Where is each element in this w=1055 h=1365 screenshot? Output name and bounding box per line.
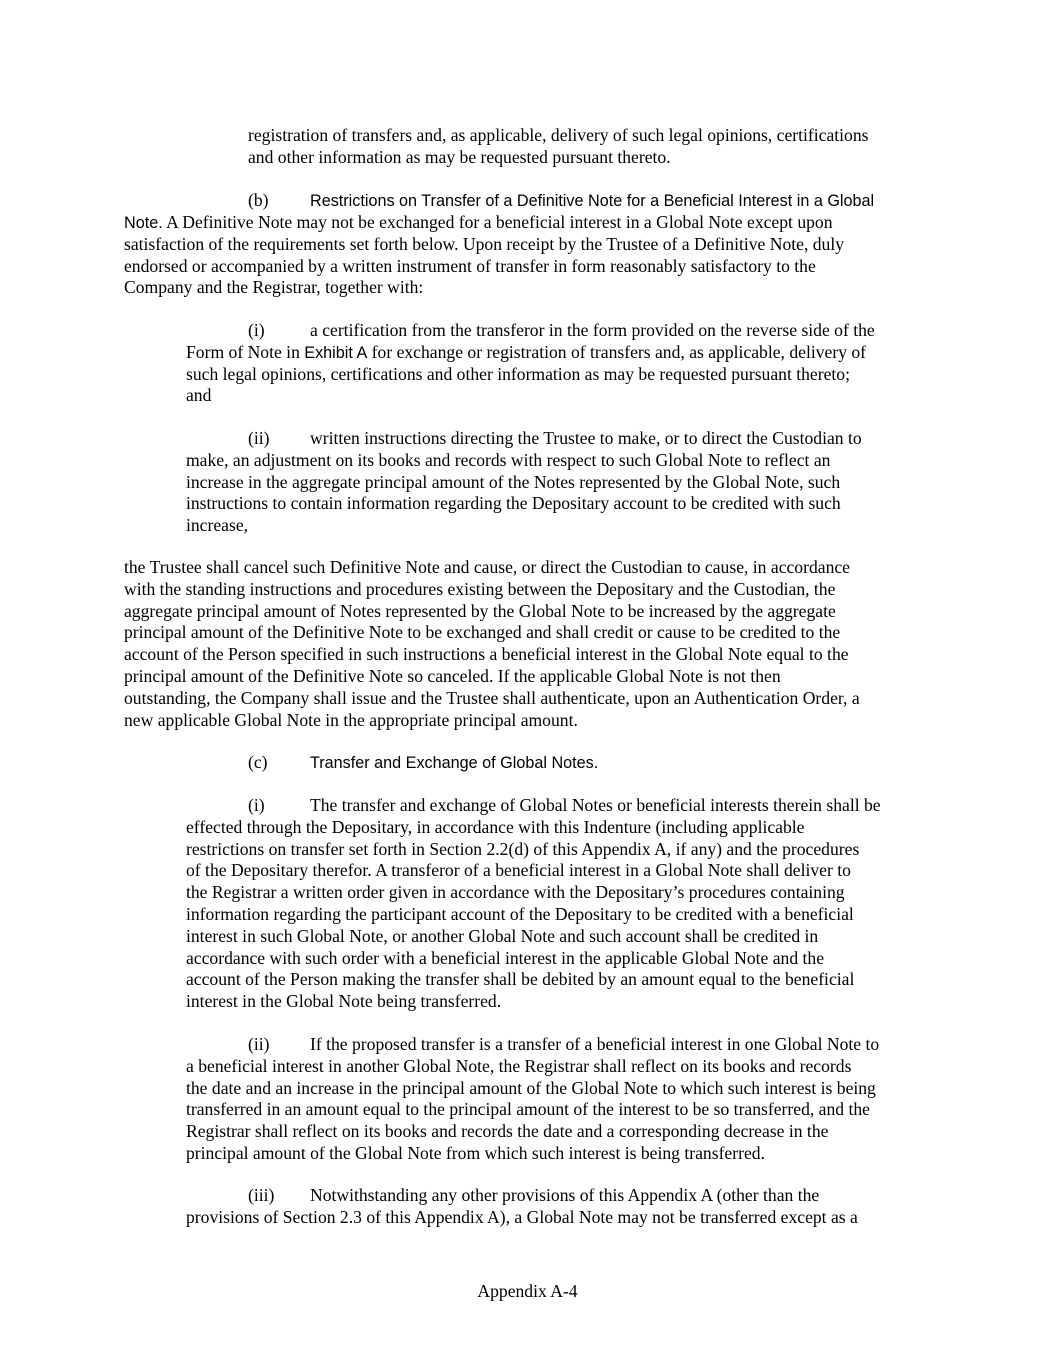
section-c-item-i-line <box>186 969 1035 991</box>
section-b-body-line <box>124 256 1035 278</box>
section-b-item-i-line <box>248 320 1028 342</box>
text-run: Form of Note in <box>186 341 305 362</box>
section-b-closing-line <box>124 688 1035 710</box>
item-ii-label: (ii) <box>248 428 270 448</box>
section-c-heading: Transfer and Exchange of Global Notes. <box>310 754 599 772</box>
item-iii-label: (iii) <box>248 1185 275 1205</box>
section-b-item-i-line <box>186 385 1035 407</box>
section-c-item-ii-line <box>186 1056 1035 1078</box>
text-run: information regarding the participant account of the Depositary to be credited with a beneficial <box>186 904 854 924</box>
text-run: aggregate principal amount of Notes represented by the Global Note to be increased by the aggregate <box>124 600 836 621</box>
text-run: for exchange or registration of transfers and, as applicable, delivery of <box>367 341 867 362</box>
text-run: the Trustee shall cancel such Definitive Note and cause, or direct the Custodian to cause, in accordance <box>124 557 850 577</box>
text-run: written instructions directing the Trustee to make, or to direct the Custodian to <box>310 428 862 448</box>
text-run: effected through the Depositary, in accordance with this Indenture (including applicable <box>186 816 805 837</box>
section-b-closing-line <box>124 601 1035 623</box>
text-run: with the standing instructions and procedures existing between the Depositary and the Custodian, the <box>124 578 836 599</box>
text-run: Notwithstanding any other provisions of this Appendix A (other than the <box>310 1185 820 1205</box>
section-b-closing-line <box>124 557 1035 579</box>
section-c-item-i-line <box>186 904 1035 926</box>
continuation-paragraph-line <box>248 125 1035 147</box>
text-run: a certification from the transferor in the form provided on the reverse side of the <box>310 320 875 340</box>
section-c-item-i-line <box>186 860 1035 882</box>
text-run: account of the Person specified in such instructions a beneficial interest in the Global Note equal to the <box>124 644 849 665</box>
text-run: new applicable Global Note in the appropriate principal amount. <box>124 709 578 730</box>
section-b-item-i-line <box>186 364 1035 386</box>
section-c-item-ii-line <box>248 1034 1028 1056</box>
section-c-item-i-line <box>186 926 1035 948</box>
text-run: endorsed or accompanied by a written instrument of transfer in form reasonably satisfactory to the <box>124 255 816 276</box>
text-run: increase, <box>186 515 249 536</box>
text-run: accordance with such order with a beneficial interest in the applicable Global Note and the <box>186 947 825 968</box>
text-run: If the proposed transfer is a transfer of a beneficial interest in one Global Note to <box>310 1034 880 1054</box>
text-run: principal amount of the Definitive Note so canceled. If the applicable Global Note is not then <box>124 666 781 686</box>
text-run: interest in the Global Note being transferred. <box>186 991 502 1012</box>
section-c-item-i-line <box>186 882 1035 904</box>
section-b-item-ii-line <box>186 493 1035 515</box>
text-run: The transfer and exchange of Global Notes or beneficial interests therein shall be <box>310 795 881 815</box>
continuation-paragraph-line <box>248 147 1035 169</box>
section-c-item-iii-line <box>248 1185 1028 1207</box>
section-b-item-ii-line <box>186 450 1035 472</box>
section-b-closing-line <box>124 622 1035 644</box>
text-run: transferred in an amount equal to the principal amount of the interest to be so transferred, and the <box>186 1099 870 1120</box>
section-b-body-line <box>124 234 1035 256</box>
text-run: satisfaction of the requirements set forth below. Upon receipt by the Trustee of a Definitive Note, duly <box>124 233 845 254</box>
section-c-item-i-line <box>186 948 1035 970</box>
section-b-closing-line <box>124 710 1035 732</box>
text-run: restrictions on transfer set forth in Section 2.2(d) of this Appendix A, if any) and the procedures <box>186 838 860 859</box>
section-c-item-ii-line <box>186 1078 1035 1100</box>
section-b-closing-line <box>124 644 1035 666</box>
section-b-label: (b) <box>248 190 269 210</box>
section-b-item-i-line <box>186 342 1026 365</box>
exhibit-reference: Exhibit A <box>304 343 368 362</box>
text-run: registration of transfers and, as applicable, delivery of such legal opinions, certifications <box>248 125 869 145</box>
text-run: of the Depositary therefor. A transferor of a beneficial interest in a Global Note shall deliver to <box>186 860 851 881</box>
section-c-item-ii-line <box>186 1099 1035 1121</box>
text-run: and <box>186 385 212 406</box>
page-footer: Appendix A-4 <box>477 1281 578 1301</box>
section-c-item-i-line <box>186 817 1035 839</box>
item-ii-label: (ii) <box>248 1034 270 1054</box>
text-run: outstanding, the Company shall issue and the Trustee shall authenticate, upon an Authentication Order, a <box>124 687 860 708</box>
item-i-label: (i) <box>248 320 265 340</box>
text-run: principal amount of the Global Note from which such interest is being transferred. <box>186 1143 765 1163</box>
text-run: Company and the Registrar, together with: <box>124 277 424 298</box>
text-run: account of the Person making the transfer shall be debited by an amount equal to the beneficial <box>186 969 855 990</box>
text-run: interest in such Global Note, or another Global Note and such account shall be credited in <box>186 925 819 946</box>
section-b-item-ii-line <box>248 428 1028 450</box>
section-c-item-i-line <box>186 991 1035 1013</box>
text-run: the Registrar a written order given in accordance with the Depositary’s procedures containing <box>186 882 845 903</box>
text-run: a beneficial interest in another Global Note, the Registrar shall reflect on its books and records <box>186 1055 852 1076</box>
section-b-closing-line <box>124 579 1035 601</box>
text-run: A Definitive Note may not be exchanged for a beneficial interest in a Global Note except upon <box>162 212 833 232</box>
text-run: instructions to contain information regarding the Depositary account to be credited with such <box>186 493 841 514</box>
section-c-label: (c) <box>248 752 268 772</box>
text-run: principal amount of the Definitive Note to be exchanged and shall credit or cause to be credited to the <box>124 622 841 643</box>
section-b-item-ii-line <box>186 472 1035 494</box>
section-b-heading-line <box>248 190 1048 213</box>
section-c-item-ii-line <box>186 1121 1035 1143</box>
text-run: and other information as may be requested pursuant thereto. <box>248 146 671 167</box>
section-c-item-i-line <box>186 839 1035 861</box>
text-run: such legal opinions, certifications and other information as may be requested pursuant thereto; <box>186 363 850 384</box>
text-run: Registrar shall reflect on its books and records the date and a corresponding decrease in the <box>186 1121 829 1142</box>
section-c-heading-line <box>248 752 1028 775</box>
section-b-heading: Restrictions on Transfer of a Definitive Note for a Beneficial Interest in a Global <box>310 192 875 210</box>
section-c-item-ii-line <box>186 1143 1035 1165</box>
section-c-item-iii-line <box>186 1207 1035 1229</box>
section-b-closing-line <box>124 666 1035 688</box>
text-run: make, an adjustment on its books and records with respect to such Global Note to reflect an <box>186 449 831 470</box>
section-b-heading: Note. <box>124 214 163 232</box>
section-b-body-line <box>124 212 924 235</box>
section-b-body-line <box>124 277 1035 299</box>
section-c-item-i-line <box>248 795 1028 817</box>
text-run: increase in the aggregate principal amount of the Notes represented by the Global Note, such <box>186 471 841 492</box>
section-b-item-ii-line <box>186 515 1035 537</box>
text-run: the date and an increase in the principal amount of the Global Note to which such interest is being <box>186 1077 876 1098</box>
item-i-label: (i) <box>248 795 265 815</box>
text-run: provisions of Section 2.3 of this Appendix A), a Global Note may not be transferred except as a <box>186 1206 858 1227</box>
